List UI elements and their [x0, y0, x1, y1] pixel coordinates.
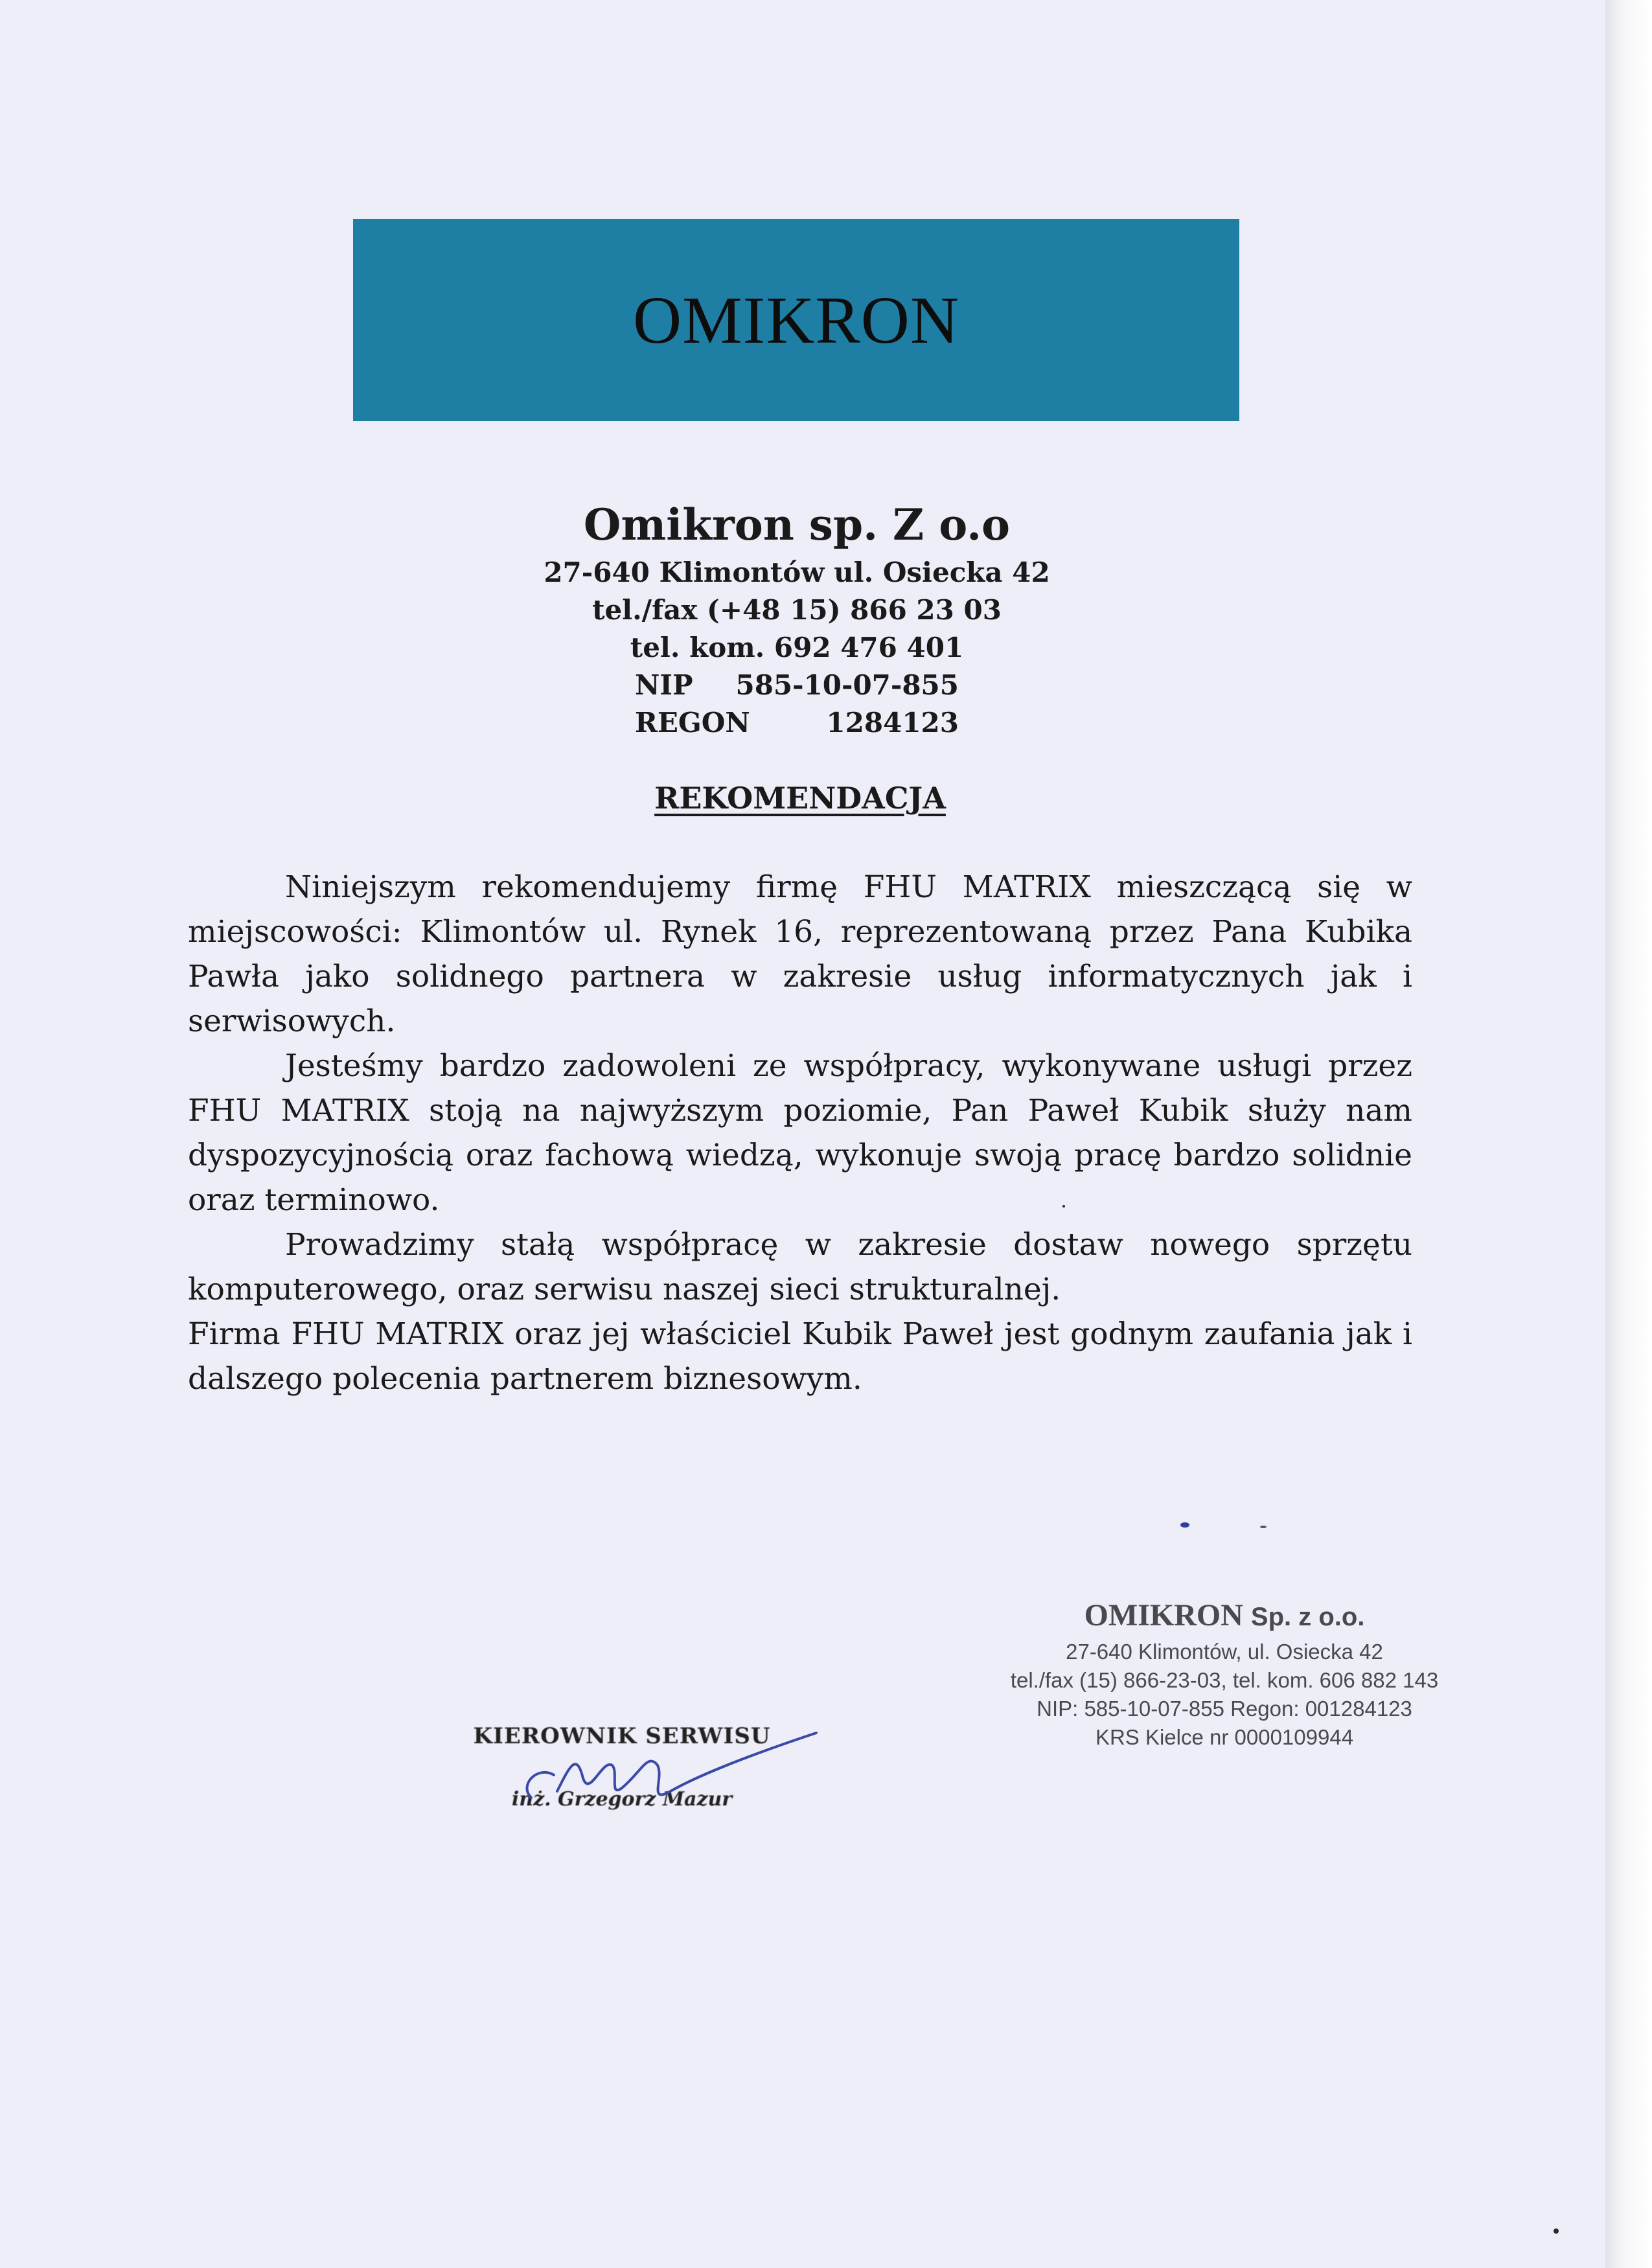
- company-phone-fax: tel./fax (+48 15) 866 23 03: [592, 594, 1002, 626]
- company-regon: [635, 704, 959, 742]
- nip-label: NIP: [635, 669, 693, 701]
- company-stamp: [991, 1595, 1458, 1752]
- regon-value: 1284123: [826, 707, 959, 739]
- ink-speck: [1180, 1522, 1189, 1528]
- stamp-name-suffix: Sp. z o.o.: [1250, 1603, 1365, 1631]
- ink-speck: [1260, 1526, 1267, 1528]
- company-address: 27-640 Klimontów ul. Osiecka 42: [544, 556, 1050, 588]
- banner-title: OMIKRON: [633, 282, 959, 358]
- stamp-address: 27-640 Klimontów, ul. Osiecka 42: [1066, 1640, 1383, 1664]
- signature-stamp-title: KIEROWNIK SERWISU: [473, 1723, 771, 1749]
- company-header: [453, 496, 1140, 742]
- stamp-name-main: OMIKRON: [1084, 1598, 1243, 1632]
- regon-label: REGON: [635, 707, 750, 739]
- stamp-company-name: [991, 1595, 1458, 1638]
- signature-stamp-name: inż. Grzegorz Mazur: [511, 1788, 733, 1811]
- paragraph-2: Jesteśmy bardzo zadowoleni ze współpracy, wykonywane usługi przez FHU MATRIX stoją na najwyższym poziomie, Pan Paweł Kubik służy nam dyspozycyjnością oraz fachową wiedzą, wykonuje swoją pracę bardzo solidnie oraz terminowo.: [188, 1048, 1412, 1218]
- letter-body: [188, 865, 1412, 1401]
- handwritten-signature: [492, 1726, 829, 1830]
- company-mobile: tel. kom. 692 476 401: [630, 632, 964, 663]
- ink-speck: [1062, 1205, 1065, 1208]
- ink-speck: [1554, 2228, 1559, 2234]
- paragraph-1: Niniejszym rekomendujemy firmę FHU MATRIX mieszczącą się w miejscowości: Klimontów ul. Rynek 16, reprezentowaną przez Pana Kubika Pawła jako solidnego partnera w zakresie usług informatycznych jak i serwisowych.: [188, 869, 1412, 1039]
- company-name: Omikron sp. Z o.o: [583, 499, 1011, 550]
- company-banner: [353, 219, 1239, 421]
- stamp-phones: tel./fax (15) 866-23-03, tel. kom. 606 882 143: [1010, 1668, 1439, 1692]
- stamp-krs: KRS Kielce nr 0000109944: [1095, 1725, 1354, 1749]
- nip-value: 585-10-07-855: [735, 669, 959, 701]
- paragraph-3: Prowadzimy stałą współpracę w zakresie dostaw nowego sprzętu komputerowego, oraz serwisu naszej sieci strukturalnej.: [188, 1227, 1412, 1307]
- company-nip: [635, 667, 959, 704]
- paragraph-4: Firma FHU MATRIX oraz jej właściciel Kubik Paweł jest godnym zaufania jak i dalszego polecenia partnerem biznesowym.: [188, 1316, 1412, 1397]
- stamp-ids: NIP: 585-10-07-855 Regon: 001284123: [1037, 1697, 1412, 1721]
- page-edge: [1605, 0, 1652, 2268]
- document-title: REKOMENDACJA: [654, 781, 946, 816]
